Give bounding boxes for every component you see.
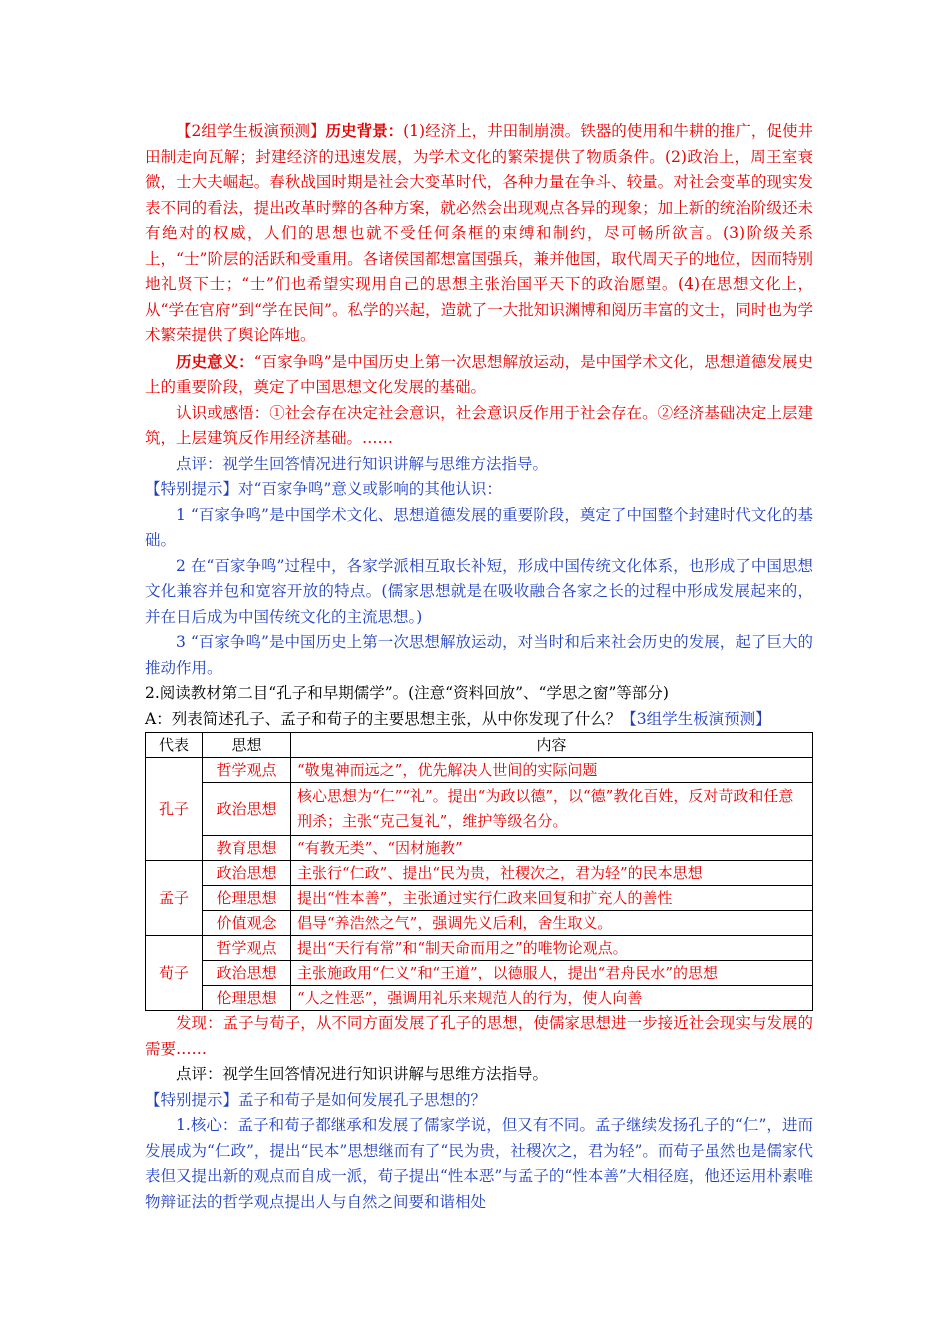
table-row — [146, 961, 813, 986]
thought-content: 提出“性本善”，主张通过实行仁政来回复和扩充人的善性 — [291, 886, 813, 911]
table-header-row — [146, 733, 813, 758]
task-a — [145, 707, 813, 733]
thought-category: 价值观念 — [203, 911, 291, 936]
history-background-paragraph — [145, 118, 813, 349]
header-thought: 思想 — [203, 733, 291, 758]
tip1-item-3: 3 “百家争鸣”是中国历史上第一次思想解放运动，对当时和后来社会历史的发展，起了巨大的推动作用。 — [145, 633, 813, 677]
thought-category: 哲学观点 — [203, 758, 291, 783]
group2-tag: 【2组学生板演预测】 — [176, 122, 326, 140]
task-2: 2.阅读教材第二目“孔子和早期儒学”。(注意“资料回放”、“学思之窗”等部分) — [145, 684, 669, 702]
thought-category: 伦理思想 — [203, 886, 291, 911]
thought-content: 倡导“养浩然之气”，强调先义后利，舍生取义。 — [291, 911, 813, 936]
comment-1: 点评：视学生回答情况进行知识讲解与思维方法指导。 — [176, 454, 549, 473]
task-a-text: A：列表简述孔子、孟子和荀子的主要思想主张，从中你发现了什么？ — [145, 709, 622, 728]
thinker-name: 荀子 — [146, 936, 203, 1011]
comment-2: 点评：视学生回答情况进行知识讲解与思维方法指导。 — [176, 1065, 549, 1083]
thought-category: 教育思想 — [203, 836, 291, 861]
history-significance-text: “百家争鸣”是中国历史上第一次思想解放运动，是中国学术文化，思想道德发展史上的重要阶段，奠定了中国思想文化发展的基础。 — [145, 352, 813, 396]
history-significance-label: 历史意义： — [176, 351, 254, 371]
thought-category: 政治思想 — [203, 783, 291, 836]
table-row — [146, 911, 813, 936]
insight-paragraph: 认识或感悟：①社会存在决定社会意识，社会意识反作用于社会存在。②经济基础决定上层建筑，上层建筑反作用经济基础。…… — [145, 403, 813, 447]
header-content: 内容 — [291, 733, 813, 758]
tip1-item-2: 2 在“百家争鸣”过程中，各家学派相互取长补短，形成中国传统文化体系，也形成了中国思想文化兼容并包和宽容开放的特点。(儒家思想就是在吸收融合各家之长的过程中形成发展起来的，并在日后成为中国传统文化的主流思想。) — [145, 556, 813, 626]
header-representative: 代表 — [146, 733, 203, 758]
thought-category: 伦理思想 — [203, 986, 291, 1011]
history-background-text: (1)经济上，井田制崩溃。铁器的使用和牛耕的推广，促使井田制走向瓦解；封建经济的迅速发展，为学术文化的繁荣提供了物质条件。(2)政治上，周王室衰微，士大夫崛起。春秋战国时期是社会大变革时代，各种力量在争斗、较量。对社会变革的现实发表不同的看法，提出改革时弊的各种方案，就必然会出现观点各异的现象；加上新的统治阶级还未有绝对的权威，人们的思想也就不受任何条框的束缚和制约，尽可畅所欲言。(3)阶级关系上，“士”阶层的活跃和受重用。各诸侯国都想富国强兵，兼并他国，取代周天子的地位，因而特别地礼贤下士；“士”们也希望实现用自己的思想主张治国平天下的政治愿望。(4)在思想文化上，从“学在官府”到“学在民间”。私学的兴起，造就了一大批知识渊博和阅历丰富的文士，同时也为学术繁荣提供了舆论阵地。 — [145, 122, 813, 344]
tip1-item-1: 1 “百家争鸣”是中国学术文化、思想道德发展的重要阶段，奠定了中国整个封建时代文化的基础。 — [145, 505, 813, 549]
table-row — [146, 936, 813, 961]
table-row — [146, 861, 813, 886]
group3-tag: 【3组学生板演预测】 — [621, 709, 771, 728]
thought-content: 提出“天行有常”和“制天命而用之”的唯物论观点。 — [291, 936, 813, 961]
special-tip-2: 【特别提示】孟子和荀子是如何发展孔子思想的？ — [145, 1090, 487, 1109]
history-background-label: 历史背景： — [325, 121, 404, 140]
table-row — [146, 986, 813, 1011]
table-row — [146, 758, 813, 783]
thought-content: 主张施政用“仁义”和“王道”，以德服人，提出“君舟民水”的思想 — [291, 961, 813, 986]
table-row — [146, 886, 813, 911]
thinker-name: 孟子 — [146, 861, 203, 936]
document-page — [145, 118, 813, 1215]
thought-category: 政治思想 — [203, 961, 291, 986]
history-significance-paragraph — [145, 349, 813, 401]
tip2-item-1: 1.核心：孟子和荀子都继承和发展了儒家学说，但又有不同。孟子继续发扬孔子的“仁”，进而发展成为“仁政”，提出“民本”思想继而有了“民为贵，社稷次之，君为轻”。而荀子虽然也是儒家代表但又提出新的观点而自成一派，荀子提出“性本恶”与孟子的“性本善”大相径庭，他还运用朴素唯物辩证法的哲学观点提出人与自然之间要和谐相处 — [145, 1116, 813, 1211]
thinker-name: 孔子 — [146, 758, 203, 861]
thought-content: “敬鬼神而远之”，优先解决人世间的实际问题 — [291, 758, 813, 783]
thought-category: 哲学观点 — [203, 936, 291, 961]
special-tip-1: 【特别提示】对“百家争鸣”意义或影响的其他认识： — [145, 480, 502, 498]
thought-content: “有教无类”、“因材施教” — [291, 836, 813, 861]
thinkers-table — [145, 732, 813, 1011]
thought-content: “人之性恶”，强调用礼乐来规范人的行为，使人向善 — [291, 986, 813, 1011]
thought-category: 政治思想 — [203, 861, 291, 886]
finding-paragraph: 发现：孟子与荀子，从不同方面发展了孔子的思想，使儒家思想进一步接近社会现实与发展的需要…… — [145, 1014, 813, 1058]
thought-content: 核心思想为“仁”“礼”。提出“为政以德”，以“德”教化百姓，反对苛政和任意刑杀；主张“克己复礼”，维护等级名分。 — [291, 783, 813, 836]
table-row — [146, 783, 813, 836]
table-row — [146, 836, 813, 861]
thought-content: 主张行“仁政”、提出“民为贵，社稷次之，君为轻”的民本思想 — [291, 861, 813, 886]
